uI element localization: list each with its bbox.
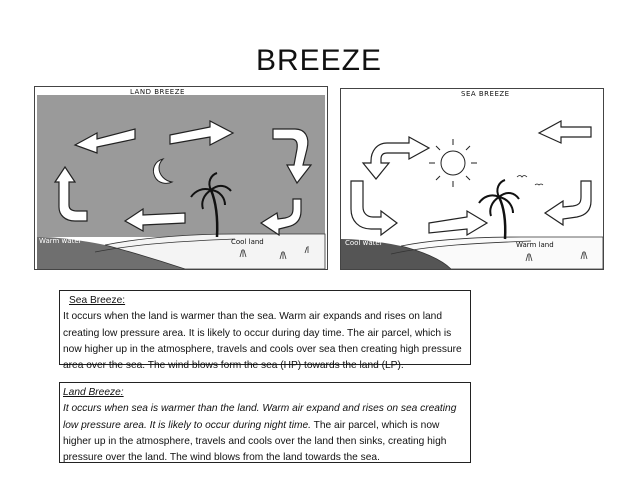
land-breeze-diagram <box>34 86 328 270</box>
land-breeze-caption: LAND BREEZE <box>130 88 185 96</box>
cool-water-label: Cool water <box>345 239 383 247</box>
sea-breeze-text: It occurs when the land is warmer than the sea. Warm air expands and rises on land creating low pressure area. It is likely to occur during day time. The air parcel, which is now higher up in the atmosphere, travels and cools over sea then creating high pressure area over the sea. The wind blows form the sea (HP) towards the land (LP). <box>63 311 462 372</box>
sea-breeze-textbox <box>59 290 471 372</box>
land-breeze-heading: Land Breeze: <box>63 387 124 398</box>
sea-breeze-heading: Sea Breeze: <box>69 295 126 306</box>
land-breeze-text <box>63 401 467 466</box>
page-title: BREEZE <box>255 44 383 77</box>
sea-breeze-diagram <box>340 88 604 270</box>
land-breeze-text-italic: It occurs when sea is warmer than the land. Warm air expand and rises on sea creating low pressure area. It is likely to occur during night time. <box>63 403 457 431</box>
land-breeze-text-normal: The air parcel, which is now higher up in the atmosphere, travels and cools over the land then sinks, creating high pressure over the land. The wind blows from the land towards the sea. <box>63 419 447 464</box>
warm-land-label: Warm land <box>516 241 554 249</box>
sea-breeze-caption: SEA BREEZE <box>461 90 510 98</box>
cool-land-label: Cool land <box>231 238 264 246</box>
warm-water-label: Warm water <box>39 237 82 245</box>
land-breeze-textbox <box>59 382 471 463</box>
